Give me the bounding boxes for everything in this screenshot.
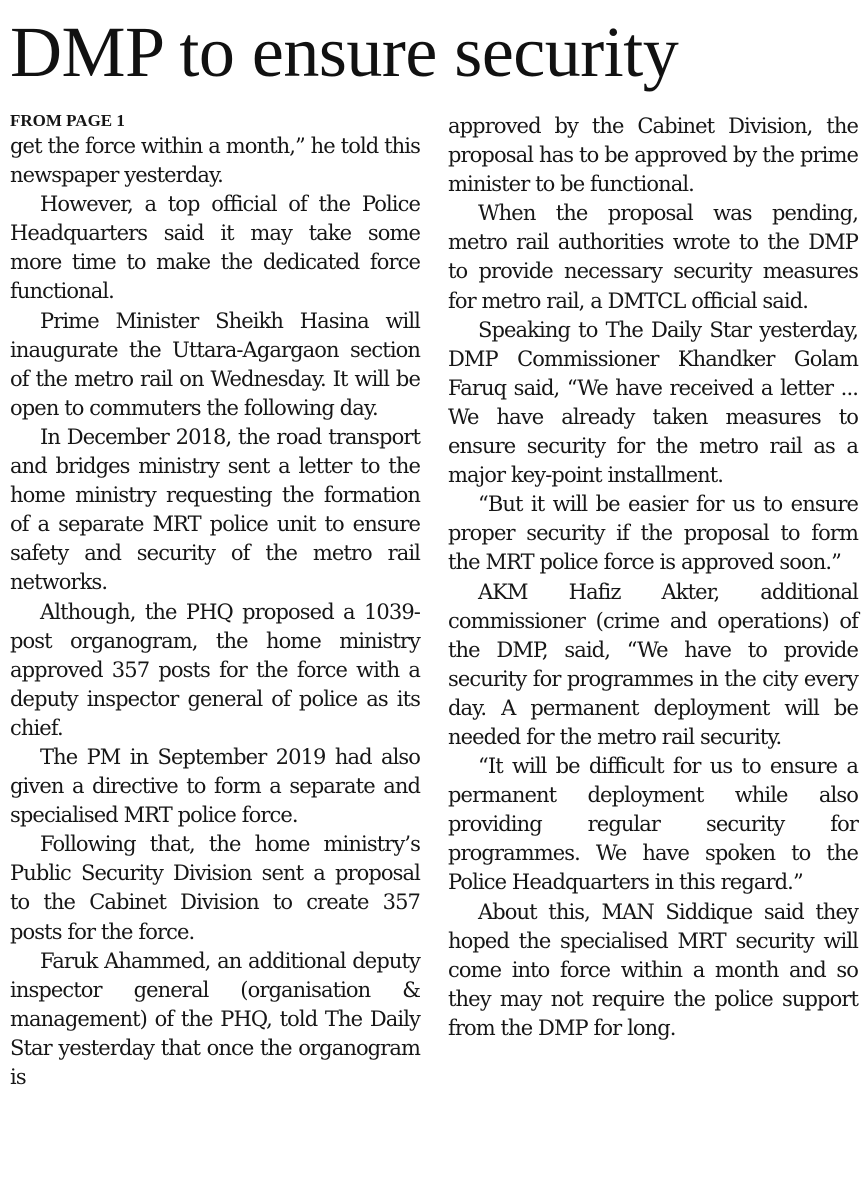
article-paragraph: Although, the PHQ proposed a 1039-post organogram, the home ministry approved 357 posts for the force with a deputy inspector general of police as its chief. (10, 599, 420, 740)
article-paragraph: The PM in September 2019 had also given a directive to form a separate and specialised MRT police force. (10, 744, 420, 828)
article-paragraph: approved by the Cabinet Division, the proposal has to be approved by the prime minister to be functional. (448, 114, 858, 197)
article-paragraph: In December 2018, the road transport and bridges ministry sent a letter to the home ministry requesting the formation of a separate MRT police unit to ensure safety and security of the metro rail networks. (10, 424, 420, 595)
right-column (448, 112, 858, 1043)
right-column-paragraphs (448, 112, 858, 1043)
article-paragraph: “It will be difficult for us to ensure a permanent deployment while also providing regular security for programmes. We have spoken to the Police Headquarters in this regard.” (448, 754, 858, 895)
article-paragraph: “But it will be easier for us to ensure proper security if the proposal to form the MRT police force is approved soon.” (448, 492, 858, 575)
article-paragraph: AKM Hafiz Akter, additional commissioner (crime and operations) of the DMP, said, “We have to provide security for programmes in the city every day. A permanent deployment will be needed for the metro rail security. (448, 579, 858, 749)
article-paragraph: Prime Minister Sheikh Hasina will inaugurate the Uttara-Agargaon section of the metro rail on Wednesday. It will be open to commuters the following day. (10, 308, 420, 420)
article-paragraph: Faruk Ahammed, an additional deputy inspector general (organisation & management) of the PHQ, told The Daily Star yesterday that once the organogram is (10, 948, 420, 1089)
article-paragraph: Speaking to The Daily Star yesterday, DMP Commissioner Khandker Golam Faruq said, “We have received a letter ... We have already taken measures to ensure security for the metro rail as a major key-point installment. (448, 317, 858, 488)
article-paragraph: get the force within a month,” he told this newspaper yesterday. (10, 134, 420, 188)
article-paragraph: Following that, the home ministry’s Public Security Division sent a proposal to the Cabinet Division to create 357 posts for the force. (10, 832, 420, 944)
left-column (10, 110, 420, 1092)
article-paragraph: When the proposal was pending, metro rail authorities wrote to the DMP to provide necessary security measures for metro rail, a DMTCL official said. (448, 201, 858, 313)
left-column-paragraphs (10, 132, 420, 1092)
headline: DMP to ensure security (10, 12, 679, 92)
article-paragraph: However, a top official of the Police Headquarters said it may take some more time to make the dedicated force functional. (10, 192, 420, 304)
continuation-kicker: FROM PAGE 1 (10, 111, 125, 130)
article-paragraph: About this, MAN Siddique said they hoped the specialised MRT security will come into force within a month and so they may not require the police support from the DMP for long. (448, 899, 858, 1040)
